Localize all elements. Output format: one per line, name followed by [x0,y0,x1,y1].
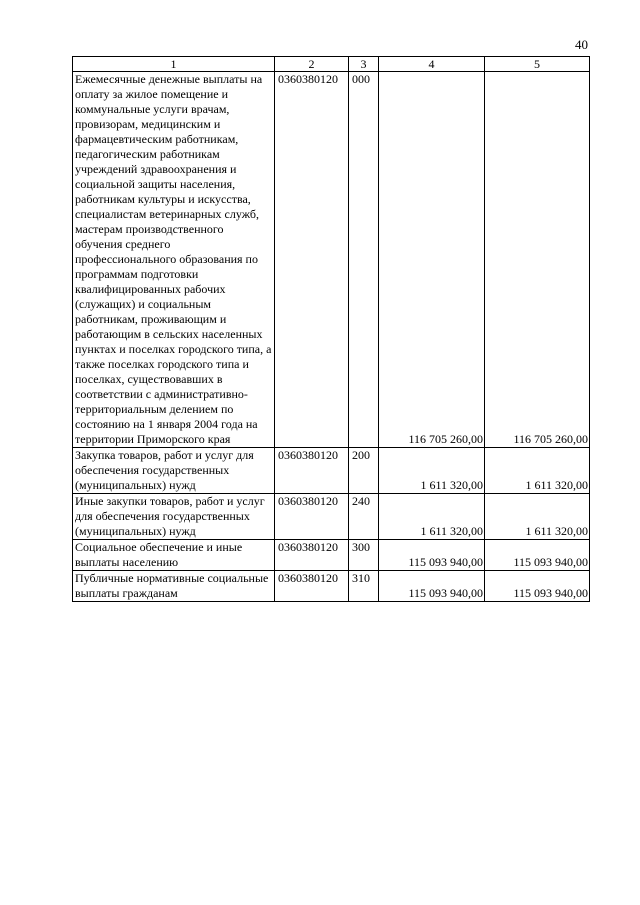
row-amount-col5: 1 611 320,00 [485,494,590,540]
row-type-cell: 240 [349,494,379,540]
row-name-cell: Ежемесячные денежные выплаты на оплату за жилое помещение и коммунальные услуги врачам, провизорам, медицинским и фармацевтическим работникам, педагогическим работникам учреждений здравоохранения и социальной защиты населения, работникам культуры и искусства, специалистам ветеринарных служб, мастерам производственного обучения среднего профессионального образования по программам подготовки квалифицированных рабочих (служащих) и социальным работникам, проживающим и работающим в сельских населенных пунктах и поселках городского типа, а также поселках городского типа и поселках, существовавших в соответствии с административно-территориальным делением по состоянию на 1 января 2004 года на территории Приморского края [73,72,275,448]
row-code-cell: 0360380120 [275,494,349,540]
row-code-cell: 0360380120 [275,540,349,571]
column-header-3: 3 [349,57,379,72]
table-header-row [73,57,590,72]
table-row [73,448,590,494]
row-name-cell: Закупка товаров, работ и услуг для обеспечения государственных (муниципальных) нужд [73,448,275,494]
table-row [73,571,590,602]
row-code-cell: 0360380120 [275,571,349,602]
row-type-cell: 000 [349,72,379,448]
row-amount-col4: 115 093 940,00 [379,540,485,571]
row-type-cell: 300 [349,540,379,571]
row-amount-col4: 116 705 260,00 [379,72,485,448]
row-name-cell: Социальное обеспечение и иные выплаты населению [73,540,275,571]
column-header-5: 5 [485,57,590,72]
row-code-cell: 0360380120 [275,72,349,448]
row-code-cell: 0360380120 [275,448,349,494]
row-name-cell: Иные закупки товаров, работ и услуг для обеспечения государственных (муниципальных) нужд [73,494,275,540]
page-number: 40 [575,37,588,52]
row-type-cell: 200 [349,448,379,494]
table-row [73,72,590,448]
row-amount-col5: 115 093 940,00 [485,540,590,571]
row-amount-col4: 1 611 320,00 [379,448,485,494]
row-amount-col5: 1 611 320,00 [485,448,590,494]
row-type-cell: 310 [349,571,379,602]
column-header-1: 1 [73,57,275,72]
table-row [73,494,590,540]
table-row [73,540,590,571]
row-amount-col5: 115 093 940,00 [485,571,590,602]
row-amount-col4: 115 093 940,00 [379,571,485,602]
row-amount-col5: 116 705 260,00 [485,72,590,448]
row-amount-col4: 1 611 320,00 [379,494,485,540]
column-header-4: 4 [379,57,485,72]
budget-table [72,56,590,602]
row-name-cell: Публичные нормативные социальные выплаты гражданам [73,571,275,602]
column-header-2: 2 [275,57,349,72]
